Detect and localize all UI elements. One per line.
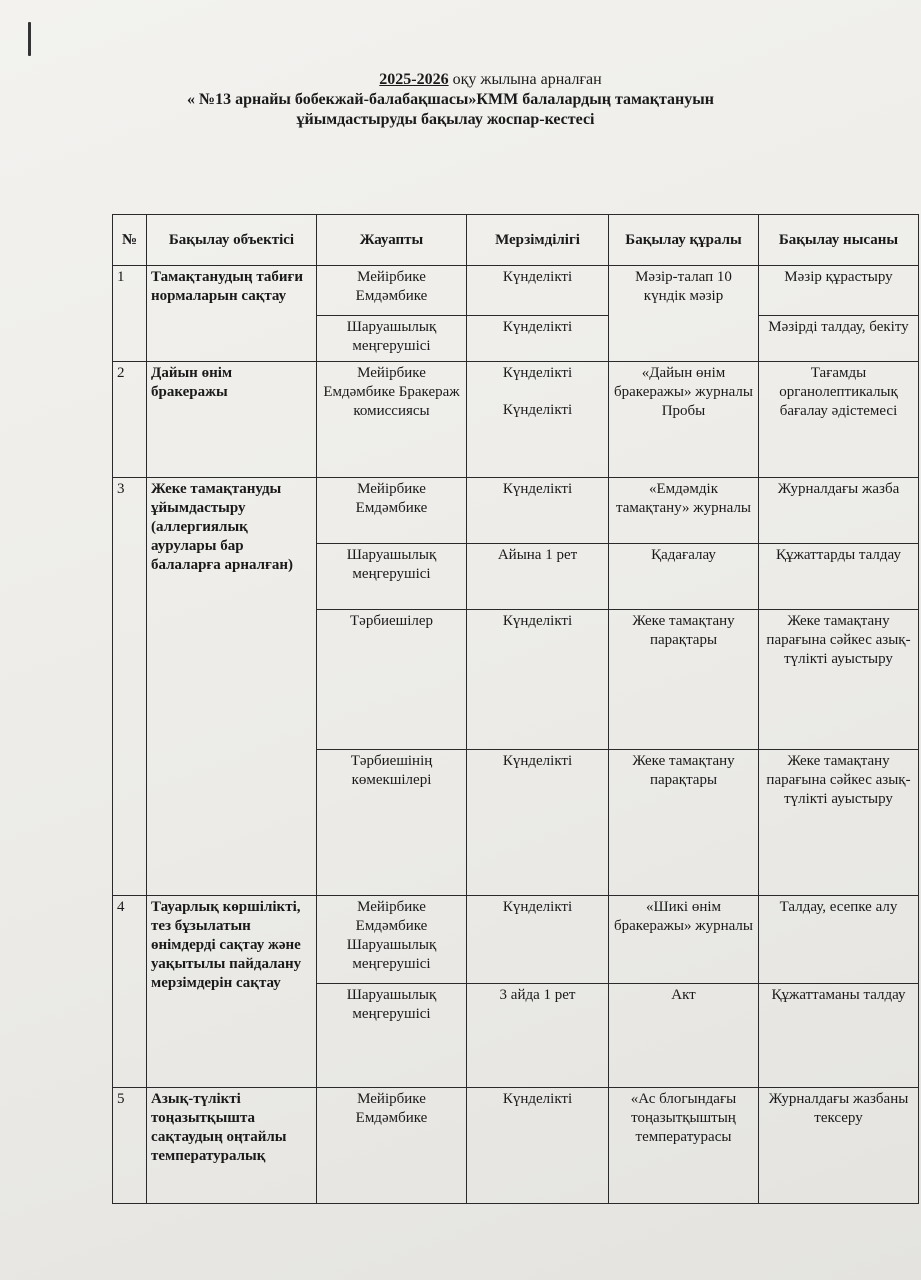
row-number: 4 [113,896,147,1088]
table-header-row [113,215,919,266]
form-cell: Жеке тамақтану парағына сәйкес азық-түлікті ауыстыру [759,610,919,750]
responsible-cell: Шаруашылық меңгерушісі [317,316,467,362]
responsible-cell: Мейірбике Емдәмбике Шаруашылық меңгерушісі [317,896,467,984]
document-title [0,70,921,130]
row-number: 1 [113,266,147,362]
period-value: Күнделікті [502,402,573,418]
period-cell: Айына 1 рет [467,544,609,610]
responsible-cell: Мейірбике Емдәмбике [317,478,467,544]
period-cell: Күнделікті [467,266,609,316]
period-cell: Күнделікті [467,896,609,984]
responsible-cell: Тәрбиешілер [317,610,467,750]
row-number: 3 [113,478,147,896]
control-object: Тауарлық көршілікті, тез бұзылатын өнімдерді сақтау және уақытылы пайдалану мерзімдерін сақтау [147,896,317,1088]
table-row [113,478,919,544]
binder-mark [28,22,31,56]
header-form: Бақылау нысаны [759,215,919,266]
form-cell: Мәзірді талдау, бекіту [759,316,919,362]
header-object: Бақылау объектісі [147,215,317,266]
responsible-cell: Мейірбике Емдәмбике Бракераж комиссиясы [317,362,467,478]
form-cell: Мәзір құрастыру [759,266,919,316]
table-row [113,362,919,478]
period-cell: 3 айда 1 рет [467,984,609,1088]
form-cell: Журналдағы жазбаны тексеру [759,1088,919,1204]
table-row [113,266,919,316]
period-cell: Күнделікті [467,750,609,896]
header-responsible: Жауапты [317,215,467,266]
period-cell: Күнделікті [467,610,609,750]
control-object: Тамақтанудың табиғи нормаларын сақтау [147,266,317,362]
means-cell: Жеке тамақтану парақтары [609,750,759,896]
title-line-3: ұйымдастыруды бақылау жоспар-кестесі [296,111,595,128]
form-cell: Тағамды органолептикалық бағалау әдістемесі [759,362,919,478]
form-cell: Құжаттаманы талдау [759,984,919,1088]
control-object: Азық-түлікті тоңазытқышта сақтаудың оңтайлы температуралық [147,1088,317,1204]
header-period: Мерзімділігі [467,215,609,266]
table-row [113,1088,919,1204]
period-value: Күнделікті [502,365,573,381]
header-no: № [113,215,147,266]
responsible-cell: Тәрбиешінің көмекшілері [317,750,467,896]
row-number: 2 [113,362,147,478]
responsible-cell: Шаруашылық меңгерушісі [317,544,467,610]
form-cell: Журналдағы жазба [759,478,919,544]
form-cell: Құжаттарды талдау [759,544,919,610]
form-cell: Жеке тамақтану парағына сәйкес азық-түлікті ауыстыру [759,750,919,896]
responsible-cell: Шаруашылық меңгерушісі [317,984,467,1088]
control-object: Жеке тамақтануды ұйымдастыру (аллергиялық аурулары бар балаларға арналған) [147,478,317,896]
means-cell: «Дайын өнім бракеражы» журналы Пробы [609,362,759,478]
means-cell: «Шикі өнім бракеражы» журналы [609,896,759,984]
means-cell: Жеке тамақтану парақтары [609,610,759,750]
control-object: Дайын өнім бракеражы [147,362,317,478]
period-cell: Күнделікті [467,316,609,362]
header-means: Бақылау құралы [609,215,759,266]
title-line-2: « №13 арнайы бобекжай-балабақшасы»КММ балалардың тамақтануын [187,91,714,108]
means-cell: Мәзір-талап 10 күндік мәзір [609,266,759,362]
control-plan-table [112,214,919,1204]
period-cell [467,362,609,478]
title-line-1: 2025-2026 оқу жылына арналған [379,71,602,88]
means-cell: «Емдәмдік тамақтану» журналы [609,478,759,544]
form-cell: Талдау, есепке алу [759,896,919,984]
means-cell: Акт [609,984,759,1088]
row-number: 5 [113,1088,147,1204]
period-cell: Күнделікті [467,478,609,544]
responsible-cell: Мейірбике Емдәмбике [317,1088,467,1204]
table-row [113,896,919,984]
responsible-cell: Мейірбике Емдәмбике [317,266,467,316]
period-cell: Күнделікті [467,1088,609,1204]
means-cell: «Ас блогындағы тоңазытқыштың температурасы [609,1088,759,1204]
means-cell: Қадағалау [609,544,759,610]
